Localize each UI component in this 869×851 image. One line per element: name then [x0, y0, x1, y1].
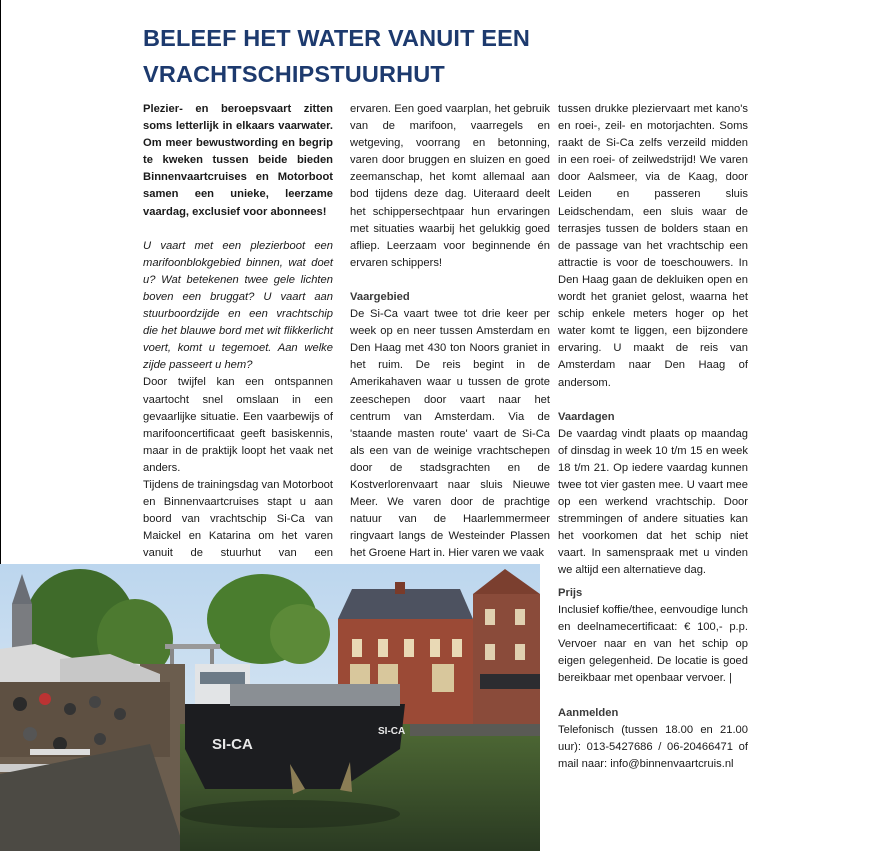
vaardagen-text: De vaardag vindt plaats op maandag of dinsdag in week 10 t/m 15 en week 18 t/m 21. Op iedere vaardag kunnen twee tot vier gasten mee. U vaart mee op een werkend vrachtschip. Door stremmingen of andere situaties kan het voorkomen dat het schip niet vaart. In samenspraak met u vinden we altijd een alternatieve dag. — [558, 427, 748, 577]
prijs-text: Inclusief koffie/thee, eenvoudige lunch en deelnamecertificaat: € 100,- p.p. Vervoer naar en van het schip op eigen gelegenheid. De locatie is goed bereikbaar met openbaar vervoer. | — [558, 604, 748, 685]
intro-paragraph: Plezier- en beroepsvaart zitten soms letterlijk in elkaars vaarwater. Om meer bewustwording en begrip te kweken tussen beide bieden Binnenvaartcruises en Motorboot samen een unieke, leerzame vaardag, exclusief voor abonnees! — [143, 103, 333, 218]
question-paragraph: U vaart met een plezierboot een marifoonblokgebied binnen, wat doet u? Wat betekenen twee gele lichten boven een bruggat? U vaart aan stuurboordzijde en een vrachtschip die het blauwe bord met wit flikkerlicht voert, komt u tegemoet. Aan welke zijde passeert u hem? — [143, 239, 333, 372]
brick-houses — [473, 594, 540, 724]
paragraph-2-end: ervaren. Een goed vaarplan, het gebruik van de marifoon, vaarregels en wetgeving, voorrang en betonning, varen door bruggen en sluizen en goed zeemanschap, het komt allemaal aan bod tijdens deze dag. Uiteraard deelt het schippersechtpaar hun ervaringen met situaties waarbij het gelukkig goed afliep. Leerzaam voor beginnende én ervaren schippers! — [350, 103, 550, 269]
ship-name-starboard: SI-CA — [378, 726, 406, 737]
vaardagen-heading: Vaardagen — [558, 410, 615, 423]
title-line-1: BELEEF HET WATER VANUIT EEN — [143, 25, 531, 51]
paragraph-2-start: Tijdens de trainingsdag van Motorboot en Binnenvaartcruises stapt u aan boord van vrachtschip Si-Ca van Maickel en Katarina om het varen vanuit de stuurhut van een — [143, 478, 333, 560]
column-4 — [558, 585, 748, 773]
aanmelden-text: Telefonisch (tussen 18.00 en 21.00 uur): 013-5427686 / 06-20466471 of mail naar: info@binnenvaartcruis.nl — [558, 723, 748, 770]
prijs-heading: Prijs — [558, 587, 583, 599]
title-line-2: VRACHTSCHIPSTUURHUT — [143, 61, 445, 87]
column-2 — [350, 101, 550, 562]
aanmelden-heading: Aanmelden — [558, 706, 619, 719]
article-title — [143, 20, 563, 92]
column-3 — [558, 101, 748, 580]
vaargebied-heading: Vaargebied — [350, 290, 410, 303]
page-edge-rule — [0, 0, 1, 566]
column-1 — [143, 101, 333, 580]
paragraph-1: Door twijfel kan een ontspannen vaartocht snel omslaan in een gevaarlijke situatie. Een vaarbewijs of marifooncertificaat geeft basiskennis, maar in de praktijk loopt het vaak net anders. — [143, 376, 333, 474]
ship-photo — [0, 564, 540, 851]
ship-name-port: SI-CA — [212, 736, 253, 753]
vaargebied-text-end: tussen drukke pleziervaart met kano's en roei-, zeil- en motorjachten. Soms raakt de Si-Ca zelfs verzeild midden in een roei- of zeilwedstrijd! We varen door Aalsmeer, via de Kaag, door Leiden en passeren sluis Leidschendam, een sluis waar de terrasjes tussen de bolders staan en de passage van het vrachtschip een attractie is voor de toeschouwers. In Den Haag gaan de dekluiken open en wordt het graniet gelost, waarna het schip enkele meters hoger op het water komt te liggen, een bijzondere ervaring. U maakt de reis van Amsterdam naar Den Haag of andersom. — [558, 103, 748, 389]
vaargebied-text-start: De Si-Ca vaart twee tot drie keer per week op en neer tussen Amsterdam en Den Haag met 430 ton Noors graniet in het ruim. De reis begint in de Amerikahaven waar u tussen de grote zeeschepen door vaart naar het centrum van Amsterdam. Via de 'staande masten route' vaart de Si-Ca als een van de weinige vrachtschepen door de stadsgrachten en de Kostverlorenvaart naar sluis Nieuwe Meer. We varen door de prachtige natuur van de Haarlemmermeer ringvaart langs de Westeinder Plassen het Groene Hart in. Hier varen we vaak — [350, 308, 550, 560]
